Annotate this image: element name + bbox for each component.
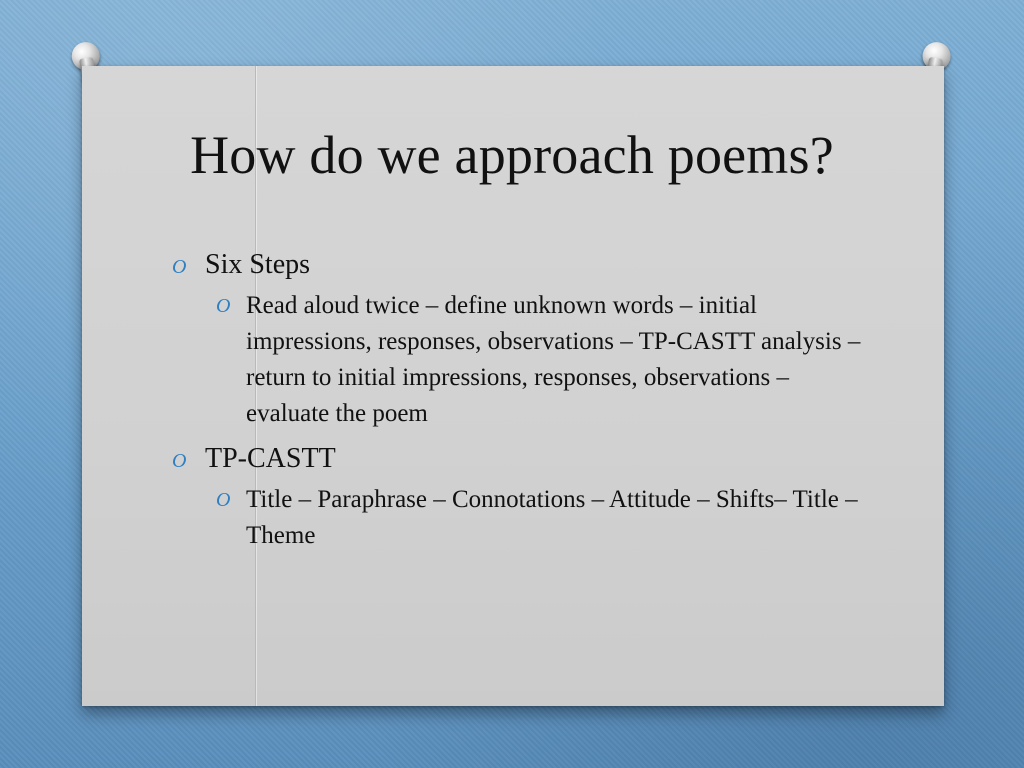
- slide-title: How do we approach poems?: [190, 125, 834, 185]
- bullet-item-tp-castt: [172, 440, 862, 478]
- bullet-item-six-steps: [172, 246, 862, 284]
- bullet-o-icon: O: [172, 450, 187, 472]
- bullet-list: [172, 246, 862, 562]
- bullet-o-icon: O: [216, 295, 231, 317]
- sub-bullet-six-steps-detail: [172, 288, 862, 432]
- sub-bullet-tp-castt-detail: [172, 482, 862, 554]
- bullet-text: Six Steps: [205, 249, 311, 280]
- bullet-o-icon: O: [172, 256, 187, 278]
- sub-bullet-text: Title – Paraphrase – Connotations – Attitude – Shifts– Title – Theme: [246, 486, 858, 549]
- bullet-text: TP-CASTT: [205, 443, 336, 474]
- bullet-o-icon: O: [216, 489, 231, 511]
- sub-bullet-text: Read aloud twice – define unknown words – initial impressions, responses, observations – TP-CASTT analysis – return to initial impressions, responses, observations – evaluate the poem: [246, 292, 861, 427]
